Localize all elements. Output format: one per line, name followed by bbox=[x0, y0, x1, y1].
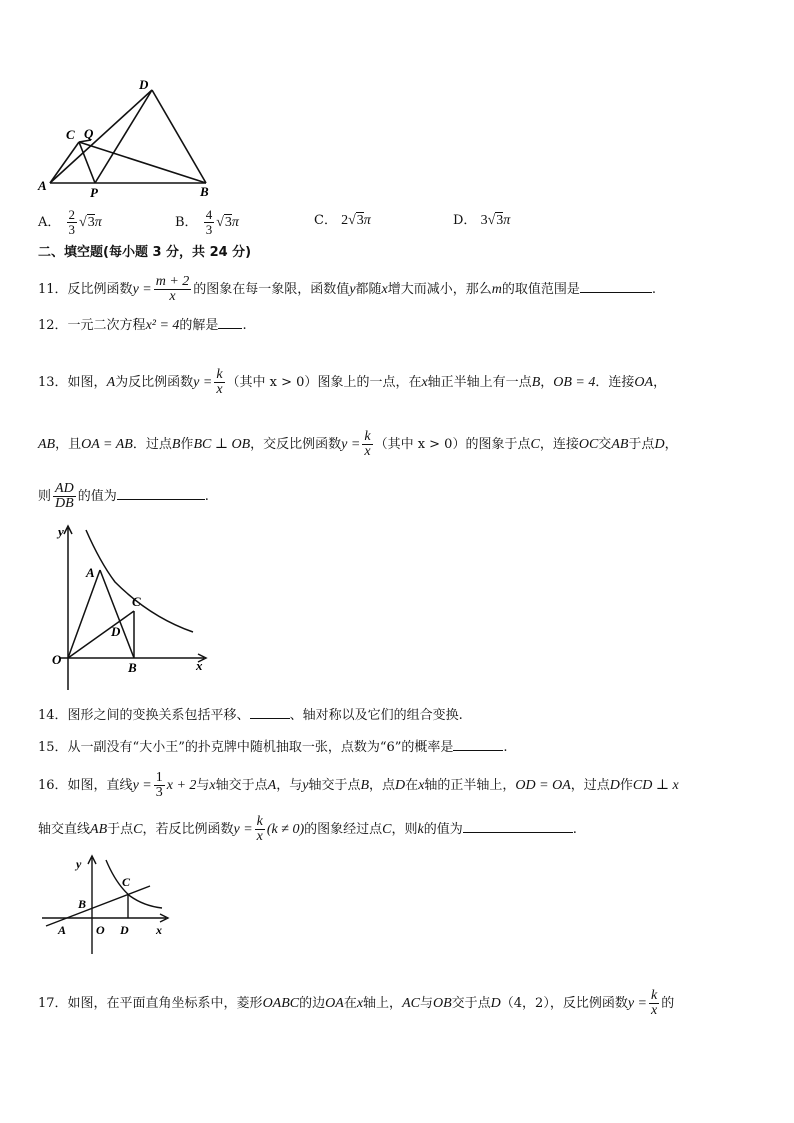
question-17: 17．如图，在平面直角坐标系中，菱形OABC的边OA在x轴上，AC与OB交于点D（4，2），反比例函数y = $\frac{k}{x}$ 的 bbox=[38, 988, 675, 1018]
label-O: O bbox=[96, 923, 105, 937]
question-14: 14．图形之间的变换关系包括平移、 、轴对称以及它们的组合变换. bbox=[38, 708, 463, 723]
question-13-line-1: 13．如图，A为反比例函数y = $\frac{k}{x}$ （其中 x > 0）图象上的一点，在x轴正半轴上有一点B，OB = 4．连接OA， bbox=[38, 367, 667, 397]
answer-blank[interactable] bbox=[250, 706, 290, 719]
label-D: D bbox=[139, 77, 149, 92]
label-x: x bbox=[156, 923, 162, 937]
label-y: y bbox=[76, 857, 82, 871]
option-b[interactable]: B． $\frac{4}{3}$ √3π bbox=[175, 207, 239, 237]
label-C: C bbox=[132, 594, 141, 609]
question-16-line-2: 轴交直线AB于点C，若反比例函数y = $\frac{k}{x}$ (k ≠ 0)的图象经过点C，则k的值为 . bbox=[38, 814, 577, 844]
question-15: 15．从一副没有“大小王”的扑克牌中随机抽取一张，点数为“6”的概率是 . bbox=[38, 740, 508, 755]
answer-blank[interactable] bbox=[117, 487, 205, 500]
question-11: 11．反比例函数y = $\frac{m + 2}{x}$ 的图象在每一象限，函数值y都随x增大而减小，那么m的取值范围是 . bbox=[38, 274, 657, 304]
label-C: C bbox=[66, 127, 75, 142]
figure-q16 bbox=[40, 854, 176, 958]
figure-q13 bbox=[40, 522, 216, 694]
answer-blank[interactable] bbox=[218, 316, 242, 329]
segment-PD bbox=[95, 90, 152, 183]
option-a[interactable]: A． $\frac{2}{3}$ √3π bbox=[38, 207, 102, 237]
option-d[interactable]: D． 3√3π bbox=[453, 213, 511, 228]
label-D: D bbox=[111, 624, 121, 639]
segment-DB bbox=[152, 90, 206, 183]
label-P: P bbox=[90, 185, 98, 200]
figure-q10 bbox=[36, 76, 216, 200]
label-A: A bbox=[86, 565, 95, 580]
label-B: B bbox=[128, 660, 137, 675]
label-A: A bbox=[58, 923, 67, 937]
question-16-line-1: 16．如图，直线y = $\frac{1}{3}$ x + 2与x轴交于点A，与y轴交于点B，点D在x轴的正半轴上，OD = OA，过点D作CD ⊥ x bbox=[38, 770, 679, 800]
label-C: C bbox=[122, 875, 131, 889]
question-13-line-2: AB，且OA = AB．过点B作BC ⊥ OB，交反比例函数y = $\frac{k}{x}$ （其中 x > 0）的图象于点C，连接OC交AB于点D， bbox=[38, 429, 678, 459]
line-AB bbox=[46, 886, 150, 926]
label-B: B bbox=[200, 184, 209, 199]
label-y: y bbox=[58, 524, 64, 539]
hyperbola-curve bbox=[106, 860, 162, 908]
section-title: 二、填空题(每小题 3 分，共 24 分) bbox=[38, 245, 252, 260]
answer-blank[interactable] bbox=[463, 820, 573, 833]
segment-OC bbox=[68, 611, 134, 658]
segment-CP bbox=[79, 142, 95, 183]
label-Q: Q bbox=[84, 126, 94, 141]
hyperbola-curve bbox=[86, 530, 193, 632]
question-13-line-3: 则 $\frac{AD}{DB}$ 的值为 . bbox=[38, 481, 209, 511]
label-O: O bbox=[52, 652, 62, 667]
segment-AC bbox=[50, 142, 79, 183]
label-A: A bbox=[38, 178, 47, 193]
option-c[interactable]: C． 2√3π bbox=[314, 213, 371, 228]
label-B: B bbox=[78, 897, 87, 911]
label-D: D bbox=[120, 923, 129, 937]
label-x: x bbox=[196, 658, 203, 673]
answer-blank[interactable] bbox=[453, 738, 503, 751]
segment-OA bbox=[68, 570, 100, 658]
answer-blank[interactable] bbox=[580, 280, 652, 293]
question-12: 12．一元二次方程x² = 4的解是 . bbox=[38, 318, 247, 333]
